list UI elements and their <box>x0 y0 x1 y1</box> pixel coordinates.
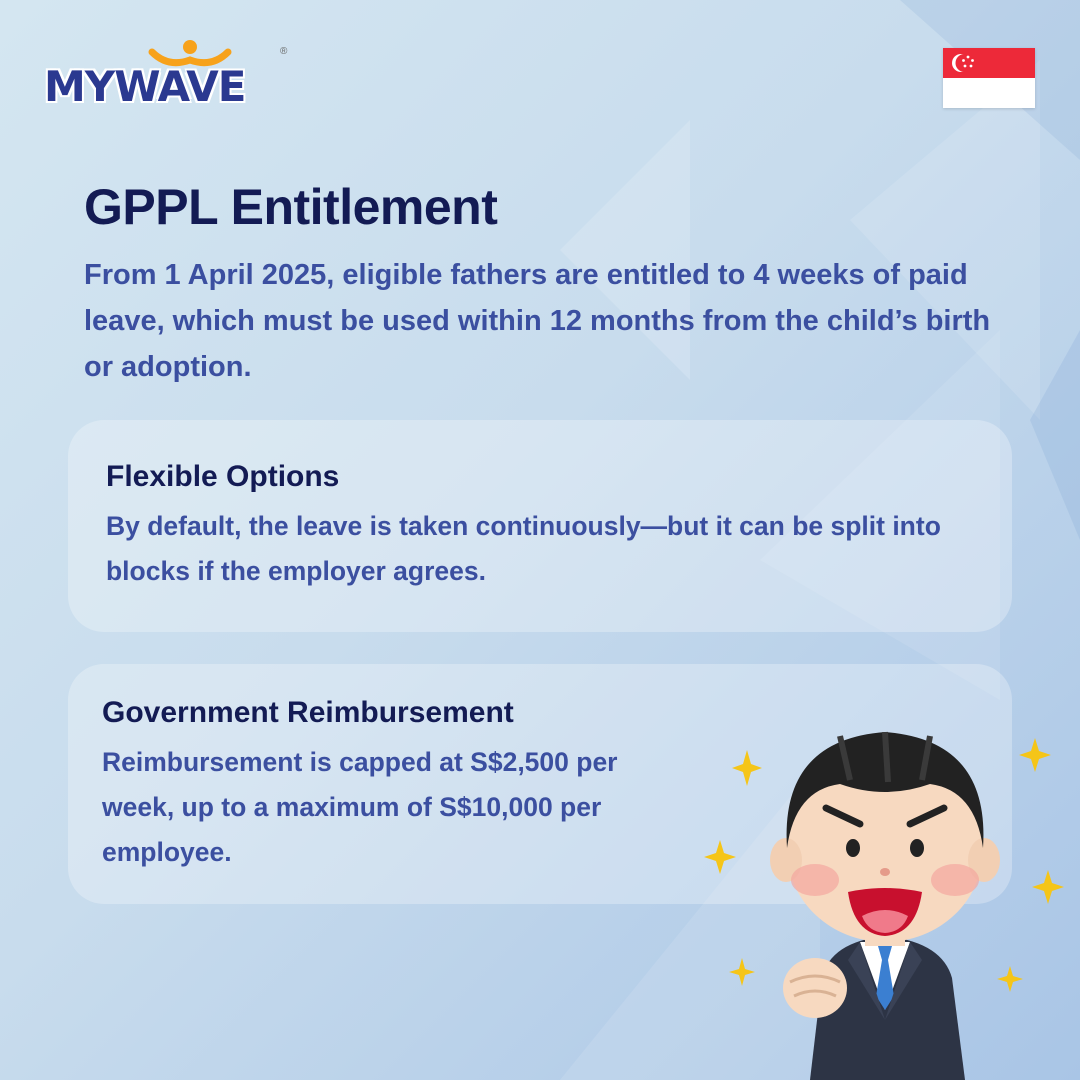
card-title: Flexible Options <box>106 460 340 493</box>
singapore-flag-icon <box>943 48 1035 108</box>
determined-businessman-illustration <box>690 720 1080 1080</box>
card-body: By default, the leave is taken continuously—but it can be split into blocks if the employer agrees. <box>106 511 941 586</box>
page-title: GPPL Entitlement <box>84 179 498 235</box>
card-body: Reimbursement is capped at S$2,500 per week, up to a maximum of S$10,000 per employee. <box>102 747 618 867</box>
card-title: Government Reimbursement <box>102 696 514 729</box>
flexible-options-card <box>68 420 1012 632</box>
registered-mark: ® <box>280 46 288 57</box>
logo-wordmark: MYWAVE <box>44 62 246 111</box>
intro-text: From 1 April 2025, eligible fathers are entitled to 4 weeks of paid leave, which must be used within 12 months from the child’s birth or adoption. <box>84 259 991 383</box>
mywave-logo[interactable] <box>44 38 304 118</box>
